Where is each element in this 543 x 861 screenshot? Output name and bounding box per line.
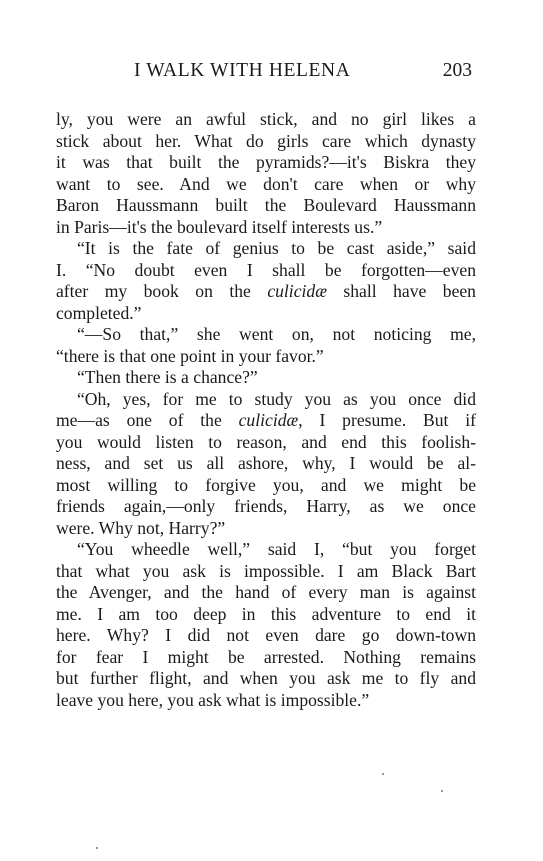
line-segment: me—as one of the <box>56 410 239 430</box>
text-line: “It is the fate of genius to be cast aside,” said <box>77 238 476 258</box>
text-line: for fear I might be arrested. Nothing remains <box>56 646 476 667</box>
running-title: I WALK WITH HELENA <box>134 60 351 81</box>
text-line: completed.” <box>56 302 142 323</box>
text-line: leave you here, you ask what is impossible.” <box>56 689 370 710</box>
text-line: that what you ask is impossible. I am Black Bart <box>56 560 476 581</box>
scan-speck <box>441 790 443 792</box>
page-number: 203 <box>442 60 472 81</box>
text-line: “Oh, yes, for me to study you as you once did <box>77 388 476 409</box>
body-text <box>56 109 476 711</box>
italic-term: culicidæ <box>238 410 299 430</box>
text-line: ly, you were an awful stick, and no girl likes a <box>56 109 476 129</box>
italic-term: culicidæ <box>267 281 327 301</box>
text-line: most willing to forgive you, and we might be <box>56 474 476 495</box>
text-line: I. “No doubt even I shall be forgotten—even <box>56 259 476 280</box>
text-line: want to see. And we don't care when or why <box>56 173 476 194</box>
line-segment: after my book on the <box>56 281 268 301</box>
text-line: me. I am too deep in this adventure to end it <box>56 603 476 624</box>
text-line: here. Why? I did not even dare go down-town <box>56 625 476 645</box>
text-line: friends again,—only friends, Harry, as we once <box>56 496 476 516</box>
text-line: the Avenger, and the hand of every man is against <box>56 582 476 602</box>
text-line: but further flight, and when you ask me to fly and <box>56 668 476 688</box>
text-line: “You wheedle well,” said I, “but you forget <box>77 539 476 559</box>
text-line: “—So that,” she went on, not noticing me, <box>77 324 476 344</box>
text-line: ness, and set us all ashore, why, I would be al- <box>56 453 476 473</box>
text-line: you would listen to reason, and end this foolish- <box>56 431 476 452</box>
text-line: it was that built the pyramids?—it's Biskra they <box>56 152 476 172</box>
running-header <box>62 60 472 84</box>
line-segment: shall have been <box>326 281 476 301</box>
text-line <box>56 410 476 432</box>
scan-speck <box>382 773 384 775</box>
text-line: Baron Haussmann built the Boulevard Haussmann <box>56 195 476 215</box>
scan-speck <box>96 847 98 849</box>
text-line: “there is that one point in your favor.” <box>56 345 324 366</box>
text-line <box>56 281 476 303</box>
text-line: were. Why not, Harry?” <box>56 517 226 538</box>
text-line: “Then there is a chance?” <box>77 367 258 387</box>
text-line: in Paris—it's the boulevard itself interests us.” <box>56 216 383 237</box>
line-segment: , I presume. But if <box>298 410 476 430</box>
text-line: stick about her. What do girls care which dynasty <box>56 130 476 151</box>
